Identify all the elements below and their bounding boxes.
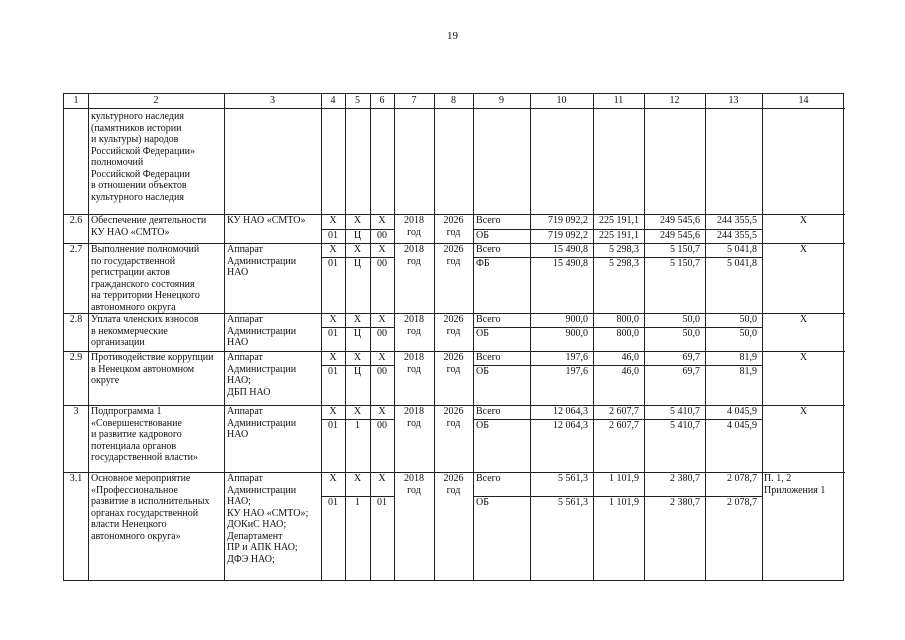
code-cell: Х: [353, 473, 362, 484]
column-header-14: 14: [798, 95, 809, 106]
amount-total: 81,9: [739, 352, 757, 363]
column-divider: [473, 94, 474, 580]
code-cell: Х: [329, 473, 337, 484]
column-header-8: 8: [451, 95, 456, 106]
code-cell: 01: [328, 230, 338, 241]
amount-total: 1 101,9: [609, 473, 639, 484]
row-number: 3: [73, 406, 79, 417]
amount-value: 46,0: [621, 366, 639, 377]
amount-total: 69,7: [682, 352, 700, 363]
row-note: Х: [799, 406, 808, 417]
code-cell: 01: [328, 258, 338, 269]
start-year: 2018 год: [404, 406, 424, 429]
end-year: 2026 год: [443, 352, 464, 375]
row-number: 2.8: [69, 314, 83, 325]
amount-total: 800,0: [616, 314, 639, 325]
code-cell: 01: [328, 420, 338, 431]
funding-source: ФБ: [476, 258, 490, 269]
row-name: Выполнение полномочий по государственной регистрации актов гражданского состояния на территории Ненецкого автономного округа: [91, 244, 200, 313]
end-year: 2026 год: [443, 406, 464, 429]
amount-value: 2 607,7: [609, 420, 639, 431]
program-table: [63, 93, 844, 581]
continued-name-text: культурного наследия (памятников истории и культуры) народов Российской Федерации» полномочий Российской Федерации в отношении объектов культурного наследия: [91, 111, 196, 203]
row-name: Обеспечение деятельности КУ НАО «СМТО»: [91, 215, 207, 238]
column-divider: [762, 94, 763, 580]
amount-value: 12 064,3: [553, 420, 588, 431]
code-cell: Х: [353, 215, 362, 226]
funding-source: ОБ: [476, 420, 489, 431]
code-cell: Ц: [353, 366, 362, 377]
amount-value: 1 101,9: [609, 497, 639, 508]
row-note: Х: [799, 352, 808, 363]
code-cell: Х: [378, 215, 386, 226]
code-cell: Х: [329, 314, 337, 325]
amount-value: 5 150,7: [670, 258, 700, 269]
code-cell: 01: [328, 497, 338, 508]
funding-source: ОБ: [476, 328, 489, 339]
amount-total: 2 380,7: [670, 473, 700, 484]
row-executor: Аппарат Администрации НАО; ДБП НАО: [227, 352, 297, 398]
amount-value: 800,0: [616, 328, 639, 339]
row-note: П. 1, 2 Приложения 1: [764, 473, 826, 496]
code-cell: Ц: [353, 328, 362, 339]
code-cell: Х: [329, 215, 337, 226]
column-header-5: 5: [355, 95, 360, 106]
amount-total: 15 490,8: [553, 244, 588, 255]
column-header-10: 10: [556, 95, 567, 106]
funding-source-total: Всего: [476, 406, 501, 417]
code-cell: 00: [377, 366, 387, 377]
page-number: 19: [447, 30, 458, 42]
row-note: Х: [799, 314, 808, 325]
start-year: 2018 год: [404, 215, 424, 238]
row-number: 2.6: [69, 215, 83, 226]
code-cell: Х: [353, 314, 362, 325]
funding-source: ОБ: [476, 230, 489, 241]
row-executor: Аппарат Администрации НАО: [227, 314, 297, 348]
row-note: Х: [799, 215, 808, 226]
code-cell: Х: [378, 314, 386, 325]
row-number: 3.1: [69, 473, 83, 484]
column-header-2: 2: [153, 95, 159, 106]
code-cell: Х: [353, 352, 362, 363]
code-cell: Х: [329, 244, 337, 255]
amount-total: 719 092,2: [548, 215, 588, 226]
amount-total: 5 150,7: [670, 244, 700, 255]
code-cell: Ц: [353, 258, 362, 269]
amount-value: 900,0: [565, 328, 588, 339]
amount-value: 244 355,5: [717, 230, 757, 241]
code-cell: 00: [377, 230, 387, 241]
code-cell: 00: [377, 420, 387, 431]
amount-total: 5 561,3: [558, 473, 588, 484]
row-executor: Аппарат Администрации НАО; КУ НАО «СМТО»; ДОКиС НАО; Департамент ПР и АПК НАО; ДФЭ НАО;: [227, 473, 309, 565]
row-number: 2.7: [69, 244, 83, 255]
funding-source-total: Всего: [476, 215, 501, 226]
column-header-12: 12: [669, 95, 680, 106]
amount-total: 2 078,7: [727, 473, 757, 484]
column-header-4: 4: [330, 95, 336, 106]
row-name: Уплата членских взносов в некоммерческие организации: [91, 314, 199, 348]
column-header-1: 1: [73, 95, 79, 106]
funding-source-total: Всего: [476, 352, 501, 363]
funding-source-total: Всего: [476, 244, 501, 255]
amount-value: 69,7: [682, 366, 700, 377]
amount-total: 244 355,5: [717, 215, 757, 226]
amount-total: 50,0: [739, 314, 757, 325]
code-cell: Х: [353, 406, 362, 417]
amount-total: 2 607,7: [609, 406, 639, 417]
code-cell: Х: [353, 244, 362, 255]
code-cell: 01: [328, 328, 338, 339]
funding-source: ОБ: [476, 497, 489, 508]
row-executor: Аппарат Администрации НАО: [227, 244, 297, 278]
end-year: 2026 год: [443, 473, 464, 496]
amount-total: 249 545,6: [660, 215, 700, 226]
column-divider: [224, 94, 225, 580]
code-cell: Х: [378, 406, 386, 417]
amount-total: 5 298,3: [609, 244, 639, 255]
column-header-7: 7: [411, 95, 417, 106]
funding-source-total: Всего: [476, 473, 501, 484]
amount-total: 46,0: [621, 352, 639, 363]
code-cell: 01: [328, 366, 338, 377]
amount-value: 249 545,6: [660, 230, 700, 241]
column-header-13: 13: [728, 95, 739, 106]
row-executor: Аппарат Администрации НАО: [227, 406, 297, 440]
row-executor: КУ НАО «СМТО»: [227, 215, 306, 226]
start-year: 2018 год: [404, 244, 424, 267]
amount-total: 900,0: [565, 314, 588, 325]
amount-value: 4 045,9: [727, 420, 757, 431]
amount-value: 719 092,2: [548, 230, 588, 241]
column-header-6: 6: [379, 95, 385, 106]
start-year: 2018 год: [404, 352, 424, 375]
column-header-11: 11: [613, 95, 624, 106]
amount-value: 5 561,3: [558, 497, 588, 508]
amount-total: 12 064,3: [553, 406, 588, 417]
amount-value: 15 490,8: [553, 258, 588, 269]
column-divider: [88, 94, 89, 580]
amount-value: 197,6: [565, 366, 588, 377]
start-year: 2018 год: [404, 314, 424, 337]
column-divider: [434, 94, 435, 580]
row-name: Противодействие коррупции в Ненецком автономном округе: [91, 352, 214, 386]
row-note: Х: [799, 244, 808, 255]
funding-source: ОБ: [476, 366, 489, 377]
code-cell: Х: [378, 352, 386, 363]
amount-total: 5 410,7: [670, 406, 700, 417]
amount-value: 5 298,3: [609, 258, 639, 269]
code-cell: Х: [329, 406, 337, 417]
amount-total: 50,0: [682, 314, 700, 325]
amount-value: 50,0: [739, 328, 757, 339]
amount-value: 2 380,7: [670, 497, 700, 508]
amount-value: 50,0: [682, 328, 700, 339]
end-year: 2026 год: [443, 215, 464, 238]
amount-total: 197,6: [565, 352, 588, 363]
amount-total: 225 191,1: [599, 215, 639, 226]
amount-total: 4 045,9: [727, 406, 757, 417]
amount-total: 5 041,8: [727, 244, 757, 255]
end-year: 2026 год: [443, 244, 464, 267]
amount-value: 5 410,7: [670, 420, 700, 431]
code-cell: Х: [329, 352, 337, 363]
amount-value: 5 041,8: [727, 258, 757, 269]
code-cell: 1: [355, 497, 360, 508]
amount-value: 2 078,7: [727, 497, 757, 508]
code-cell: 01: [377, 497, 387, 508]
amount-value: 225 191,1: [599, 230, 639, 241]
row-number: 2.9: [69, 352, 83, 363]
header-divider: [64, 108, 845, 109]
row-name: Подпрограмма 1 «Совершенствование и развитие кадрового потенциала органов государственной власти»: [91, 406, 198, 463]
code-cell: 00: [377, 328, 387, 339]
code-cell: 00: [377, 258, 387, 269]
column-divider: [394, 94, 395, 580]
column-header-9: 9: [499, 95, 504, 106]
column-header-3: 3: [270, 95, 275, 106]
funding-source-total: Всего: [476, 314, 501, 325]
end-year: 2026 год: [443, 314, 464, 337]
row-name: Основное мероприятие «Профессиональное развитие в исполнительных органах государственной власти Ненецкого автономного округа»: [91, 473, 210, 542]
code-cell: Ц: [353, 230, 362, 241]
start-year: 2018 год: [404, 473, 424, 496]
code-cell: 1: [355, 420, 360, 431]
code-cell: Х: [378, 473, 386, 484]
amount-value: 81,9: [739, 366, 757, 377]
code-cell: Х: [378, 244, 386, 255]
